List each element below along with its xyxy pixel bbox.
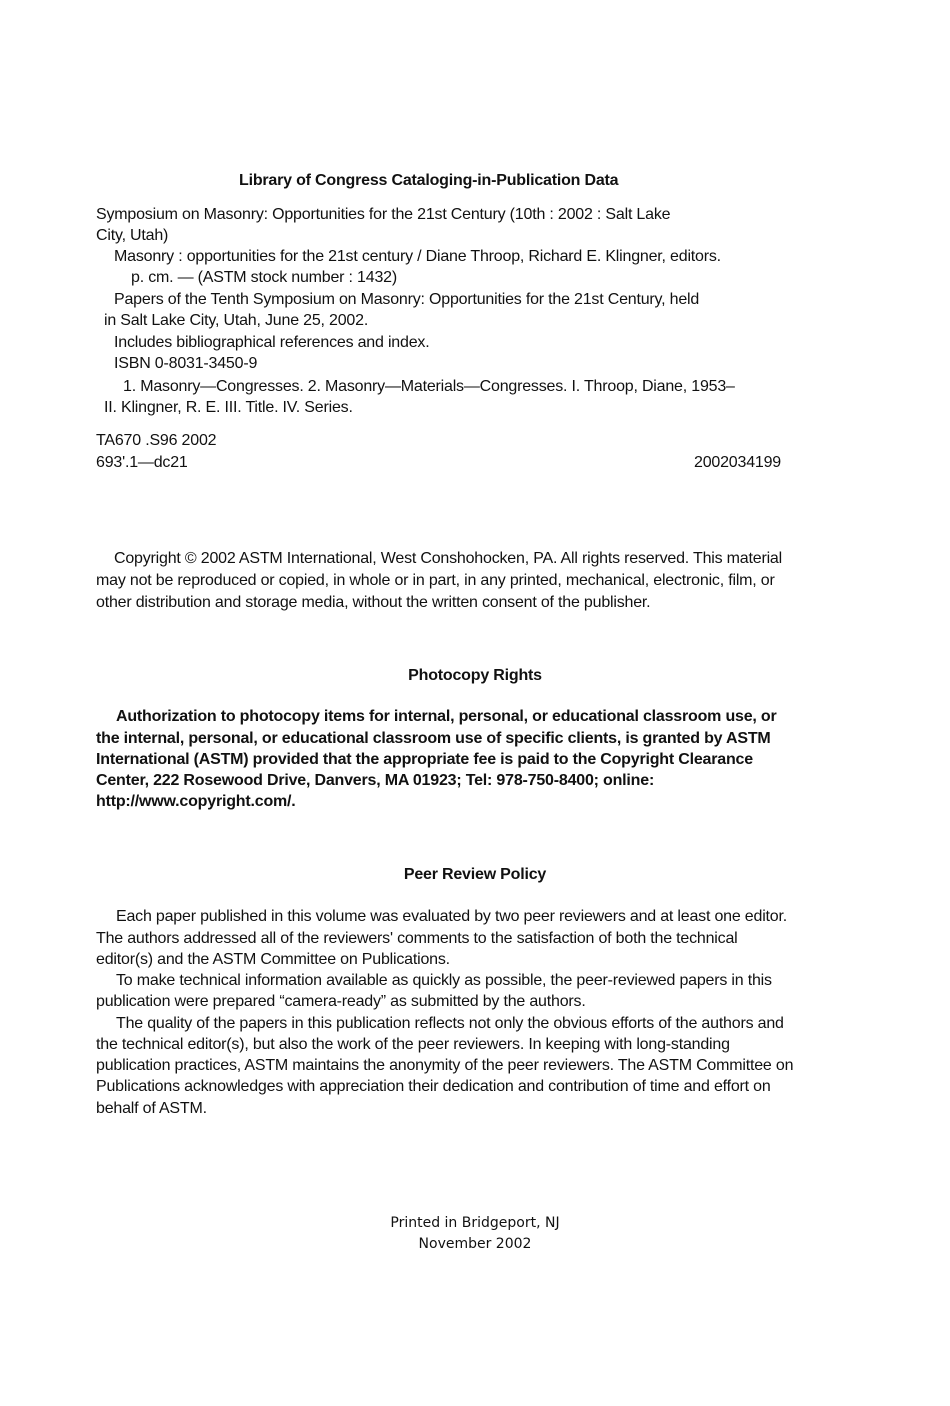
peer-review-line: Publications acknowledges with appreciation their dedication and contribution of time and effort on (96, 1078, 771, 1095)
cip-heading: Library of Congress Cataloging-in-Publication Data (239, 172, 619, 189)
peer-review-line: The quality of the papers in this publication reflects not only the obvious efforts of the authors and (116, 1015, 784, 1032)
cip-line: in Salt Lake City, Utah, June 25, 2002. (104, 312, 369, 329)
printed-date: November 2002 (418, 1236, 532, 1252)
cip-line: City, Utah) (96, 227, 169, 244)
cip-line: Includes bibliographical references and index. (114, 334, 430, 351)
photocopy-line: http://www.copyright.com/. (96, 793, 296, 810)
peer-review-heading: Peer Review Policy (403, 866, 547, 883)
peer-review-line: The authors addressed all of the reviewers' comments to the satisfaction of both the technical (96, 930, 738, 947)
copyright-line: other distribution and storage media, without the written consent of the publisher. (96, 594, 651, 611)
peer-review-line: the technical editor(s), but also the work of the peer reviewers. In keeping with long-standing (96, 1036, 730, 1053)
photocopy-line: Authorization to photocopy items for internal, personal, or educational classroom use, or (116, 708, 777, 725)
printed-location: Printed in Bridgeport, NJ (390, 1215, 560, 1231)
dewey-number: 693'.1—dc21 (96, 454, 188, 471)
photocopy-line: the internal, personal, or educational classroom use of specific clients, is granted by ASTM (96, 730, 771, 747)
cip-line: Papers of the Tenth Symposium on Masonry: Opportunities for the 21st Century, held (114, 291, 700, 308)
cip-line: 1. Masonry—Congresses. 2. Masonry—Materials—Congresses. I. Throop, Diane, 1953– (123, 378, 735, 395)
peer-review-line: editor(s) and the ASTM Committee on Publications. (96, 951, 450, 968)
cip-line: p. cm. — (ASTM stock number : 1432) (131, 269, 397, 286)
peer-review-line: To make technical information available as quickly as possible, the peer-reviewed papers in this (116, 972, 772, 989)
call-number: TA670 .S96 2002 (96, 432, 217, 449)
peer-review-line: publication practices, ASTM maintains the anonymity of the peer reviewers. The ASTM Committee on (96, 1057, 794, 1074)
peer-review-line: Each paper published in this volume was evaluated by two peer reviewers and at least one editor. (116, 908, 787, 925)
cip-line: II. Klingner, R. E. III. Title. IV. Series. (104, 399, 353, 416)
cip-line: Masonry : opportunities for the 21st century / Diane Throop, Richard E. Klingner, editors. (114, 248, 721, 265)
copyright-line: may not be reproduced or copied, in whole or in part, in any printed, mechanical, electronic, film, or (96, 572, 775, 589)
photocopy-line: International (ASTM) provided that the appropriate fee is paid to the Copyright Clearance (96, 751, 753, 768)
peer-review-line: publication were prepared “camera-ready” as submitted by the authors. (96, 993, 586, 1010)
peer-review-line: behalf of ASTM. (96, 1100, 207, 1117)
copyright-line: Copyright © 2002 ASTM International, West Conshohocken, PA. All rights reserved. This material (114, 550, 782, 567)
photocopy-heading: Photocopy Rights (408, 667, 542, 684)
cip-line: ISBN 0-8031-3450-9 (114, 355, 258, 372)
cip-line: Symposium on Masonry: Opportunities for the 21st Century (10th : 2002 : Salt Lake (96, 206, 671, 223)
lccn: 2002034199 (694, 454, 781, 471)
photocopy-line: Center, 222 Rosewood Drive, Danvers, MA 01923; Tel: 978-750-8400; online: (96, 772, 655, 789)
